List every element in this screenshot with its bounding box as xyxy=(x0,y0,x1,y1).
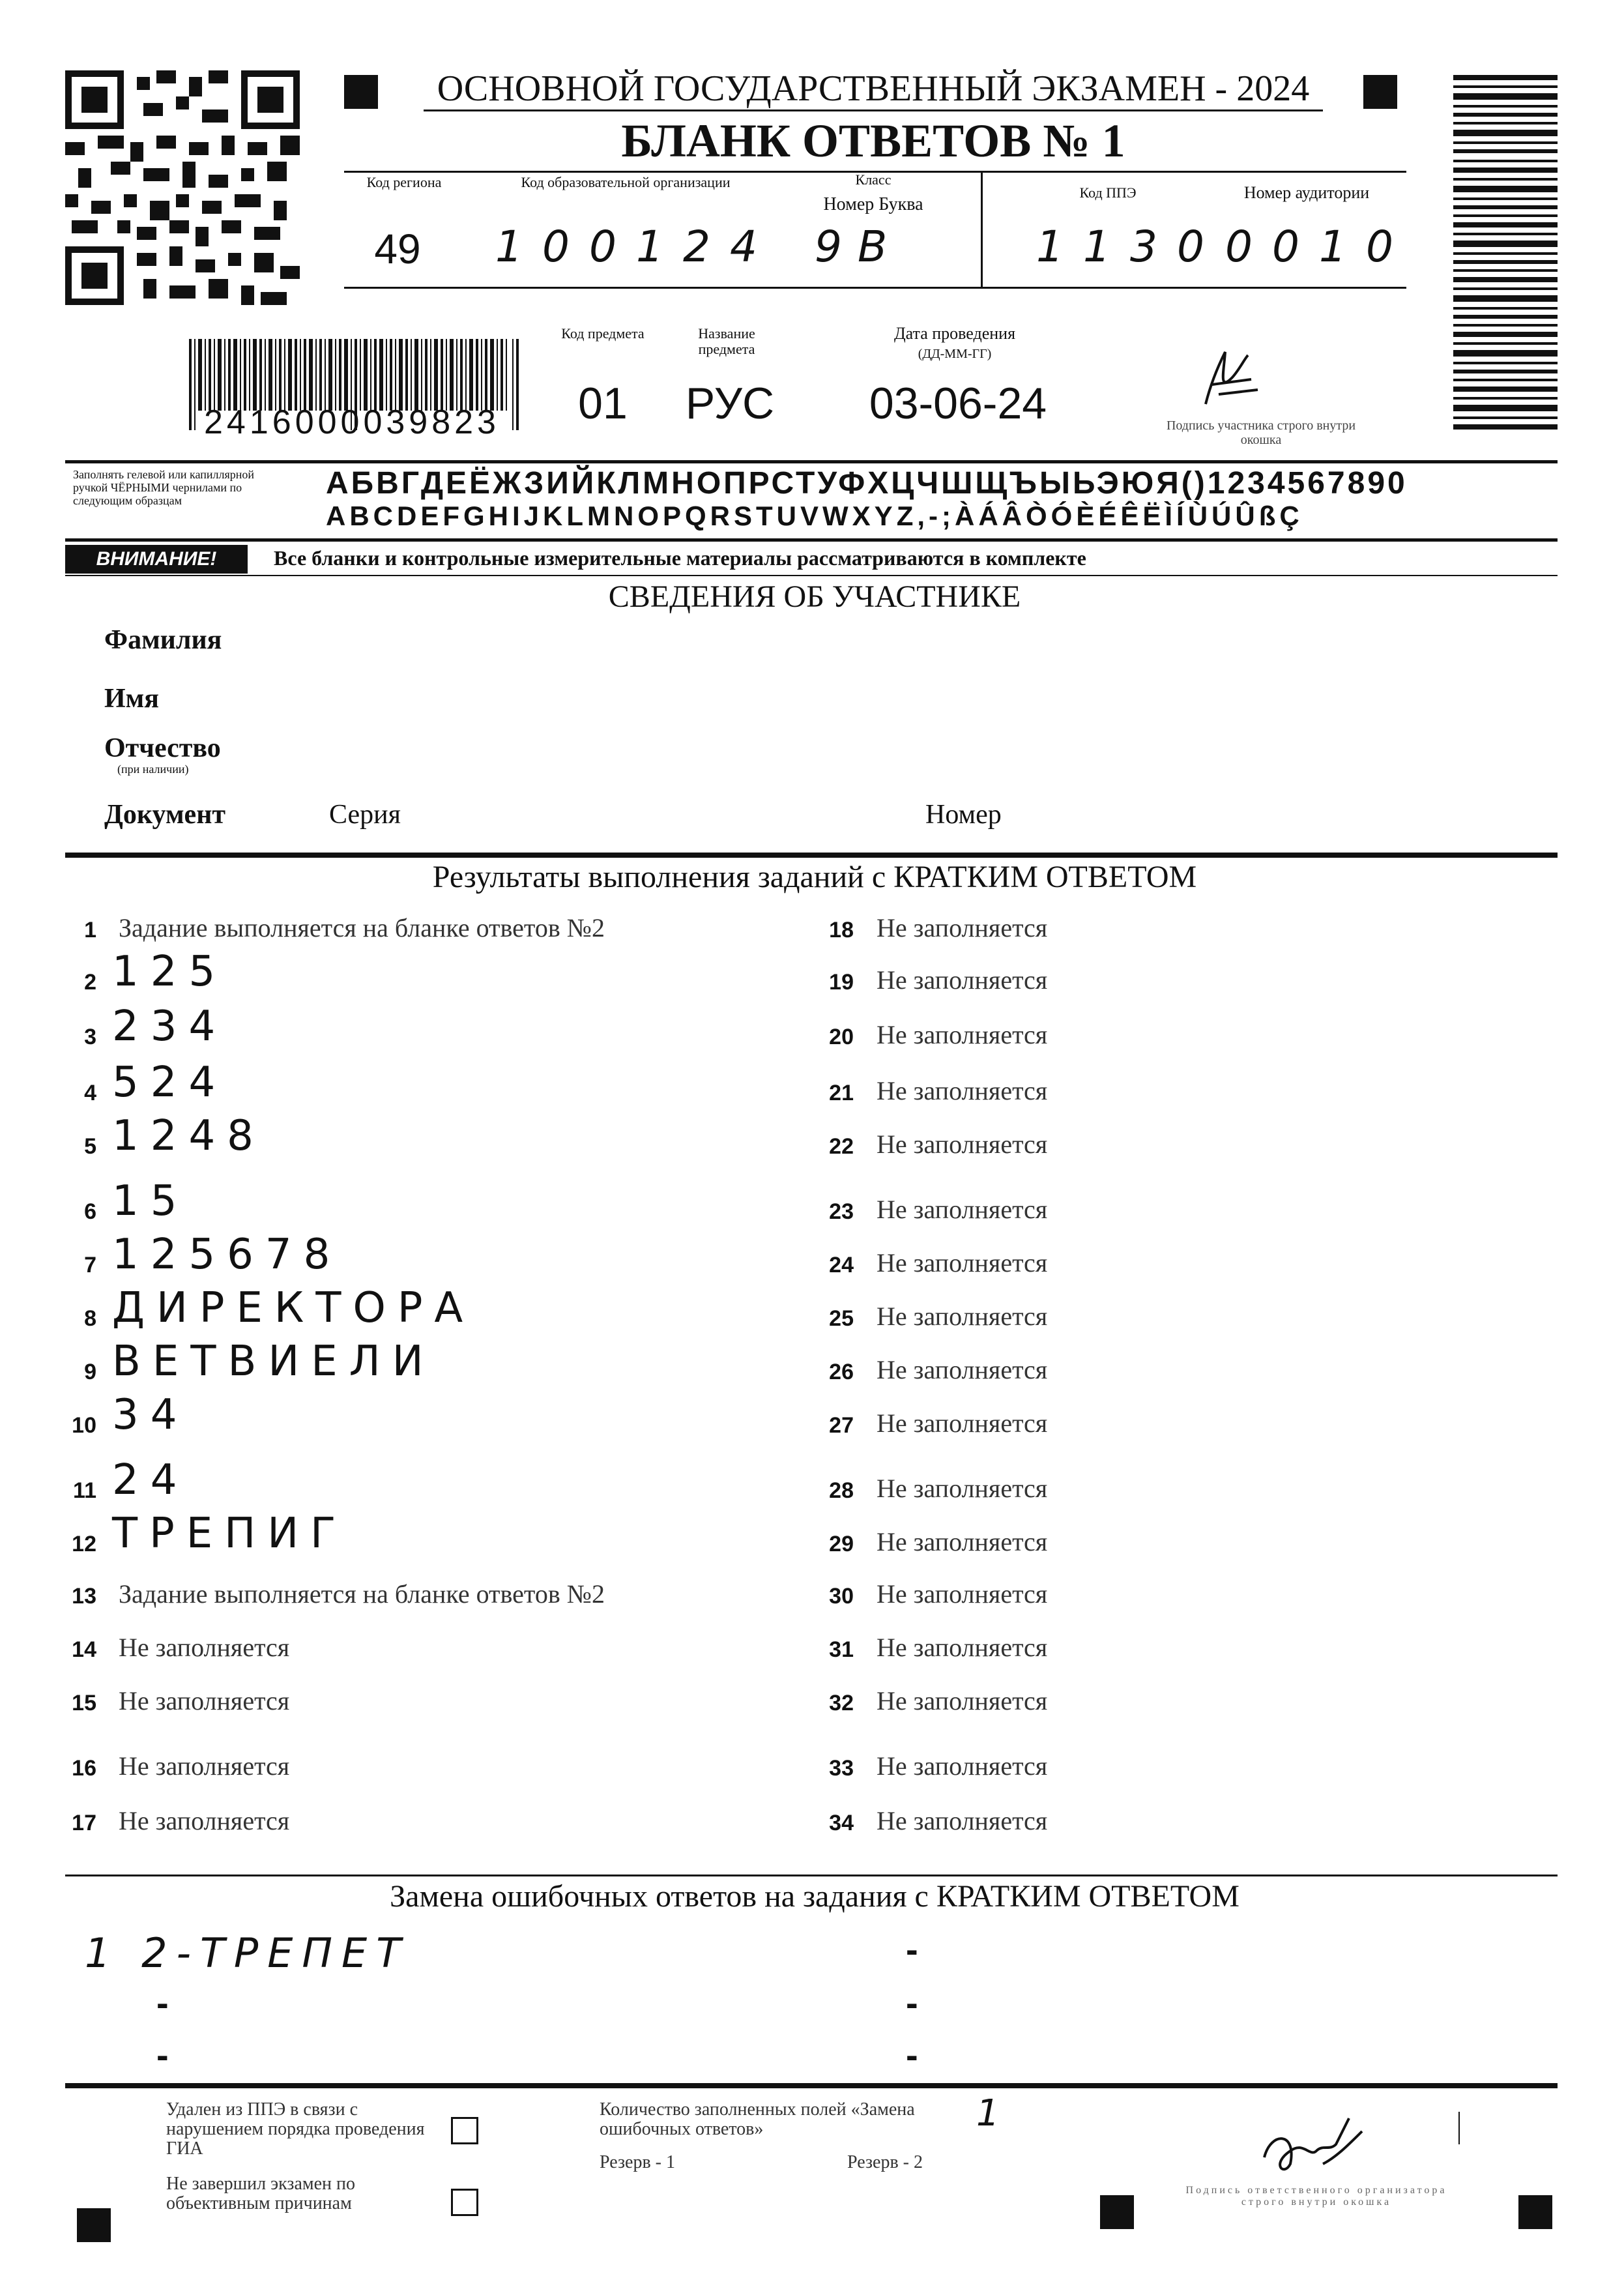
task-answer-handwritten: 15 xyxy=(112,1177,189,1225)
name-label: Имя xyxy=(104,684,159,714)
task-answer-note: Не заполняется xyxy=(877,1130,1048,1159)
task-answer-note: Не заполняется xyxy=(119,1751,290,1781)
task-answer-handwritten: 1248 xyxy=(112,1112,265,1160)
task-number: 10 xyxy=(72,1413,96,1438)
task-number: 34 xyxy=(829,1811,854,1835)
class-label: Класс xyxy=(855,171,892,188)
task-answer-note: Не заполняется xyxy=(877,1302,1048,1331)
qr-code xyxy=(65,70,300,305)
task-answer-handwritten: 24 xyxy=(112,1456,189,1504)
org-value: 100124 xyxy=(495,222,777,272)
task-answer-note: Не заполняется xyxy=(877,1076,1048,1105)
task-number: 4 xyxy=(84,1081,96,1105)
task-answer-note: Не заполняется xyxy=(877,913,1048,942)
replacement-title: Замена ошибочных ответов на задания с КРАТКИМ ОТВЕТОМ xyxy=(390,1879,1240,1914)
task-number: 30 xyxy=(829,1584,854,1609)
task-number: 13 xyxy=(72,1584,96,1609)
task-number: 22 xyxy=(829,1134,854,1159)
task-number: 3 xyxy=(84,1025,96,1049)
form-title: БЛАНК ОТВЕТОВ № 1 xyxy=(621,115,1125,167)
task-number: 6 xyxy=(84,1199,96,1224)
corner-marker-top-right xyxy=(1363,75,1397,109)
task-number: 27 xyxy=(829,1413,854,1438)
subject-code-label: Код предмета xyxy=(561,325,645,342)
task-number: 24 xyxy=(829,1253,854,1277)
task-number: 15 xyxy=(72,1691,96,1715)
sample-row-cyrillic: АБВГДЕЁЖЗИЙКЛМНОПРСТУФХЦЧШЩЪЫЬЭЮЯ()1234567890 xyxy=(326,466,1408,501)
task-number: 23 xyxy=(829,1199,854,1224)
task-answer-note: Задание выполняется на бланке ответов №2 xyxy=(119,1579,605,1609)
task-answer-handwritten: 34 xyxy=(112,1391,189,1439)
not-finished-label: Не завершил экзамен по объективным причинам xyxy=(166,2174,355,2213)
task-number: 5 xyxy=(84,1134,96,1159)
participant-signature xyxy=(1193,339,1264,417)
region-label: Код региона xyxy=(366,174,442,190)
date-value: 03-06-24 xyxy=(869,379,1047,428)
task-number: 14 xyxy=(72,1637,96,1662)
task-answer-note: Не заполняется xyxy=(877,1248,1048,1277)
sample-row-latin: ABCDEFGHIJKLMNOPQRSTUVWXYZ,-;ÀÁÂÒÓÈÉÊËÌÍÙÚÛßÇ xyxy=(326,501,1303,531)
task-answer-note: Не заполняется xyxy=(119,1806,290,1835)
task-number: 26 xyxy=(829,1360,854,1384)
replacement-dash-4: - xyxy=(906,1982,918,2023)
task-answer-handwritten: 125 xyxy=(112,948,227,996)
task-answer-handwritten: ВЕТВИЕЛИ xyxy=(112,1337,435,1386)
task-answer-note: Не заполняется xyxy=(877,965,1048,995)
corner-marker-bottom-right xyxy=(1518,2195,1552,2229)
task-number: 16 xyxy=(72,1756,96,1781)
task-number: 1 xyxy=(84,918,96,942)
not-finished-checkbox[interactable] xyxy=(451,2189,478,2216)
replacement-dash-1: - xyxy=(156,1982,169,2023)
document-label: Документ xyxy=(104,800,226,830)
class-sub-label: Номер Буква xyxy=(823,194,923,214)
task-number: 21 xyxy=(829,1081,854,1105)
task-answer-handwritten: ТРЕПИГ xyxy=(112,1510,348,1558)
exam-title: ОСНОВНОЙ ГОСУДАРСТВЕННЫЙ ЭКЗАМЕН - 2024 xyxy=(437,68,1310,109)
task-answer-handwritten: 524 xyxy=(112,1058,227,1107)
attention-badge: ВНИМАНИЕ! xyxy=(65,545,248,574)
replacement-dash-5: - xyxy=(906,2034,918,2075)
task-number: 28 xyxy=(829,1478,854,1503)
patronymic-label: Отчество xyxy=(104,733,221,763)
document-series-label: Серия xyxy=(329,800,401,830)
barcode-number: 2416000039823 xyxy=(204,403,500,441)
task-answer-note: Не заполняется xyxy=(877,1474,1048,1503)
task-answer-note: Не заполняется xyxy=(119,1633,290,1662)
side-barcode xyxy=(1453,75,1558,440)
subject-name-value: РУС xyxy=(685,379,775,428)
task-answer-handwritten: ДИРЕКТОРА xyxy=(112,1284,475,1332)
replacement-entry-1: 1 2-ТРЕПЕТ xyxy=(85,1929,411,1977)
task-answer-note: Не заполняется xyxy=(877,1806,1048,1835)
results-title: Результаты выполнения заданий с КРАТКИМ ОТВЕТОМ xyxy=(432,860,1197,894)
participant-section-title: СВЕДЕНИЯ ОБ УЧАСТНИКЕ xyxy=(608,579,1021,614)
organizer-signature-label: Подпись ответственного организатора строго внутри окошка xyxy=(1185,2185,1447,2208)
org-label: Код образовательной организации xyxy=(521,174,731,190)
ppe-label: Код ППЭ xyxy=(1079,184,1137,201)
task-answer-note: Не заполняется xyxy=(877,1195,1048,1224)
task-number: 9 xyxy=(84,1360,96,1384)
subject-code-value: 01 xyxy=(578,379,628,428)
task-number: 29 xyxy=(829,1532,854,1556)
task-number: 25 xyxy=(829,1306,854,1331)
task-number: 8 xyxy=(84,1306,96,1331)
surname-label: Фамилия xyxy=(104,625,222,655)
replacement-dash-3: - xyxy=(906,1929,918,1970)
room-value: 0010 xyxy=(1225,222,1413,272)
task-answer-note: Не заполняется xyxy=(877,1579,1048,1609)
attention-text: Все бланки и контрольные измерительные материалы рассматриваются в комплекте xyxy=(274,546,1086,570)
task-number: 20 xyxy=(829,1025,854,1049)
task-number: 7 xyxy=(84,1253,96,1277)
removed-checkbox[interactable] xyxy=(451,2117,478,2144)
task-number: 31 xyxy=(829,1637,854,1662)
corner-marker-top-left xyxy=(344,75,378,109)
task-number: 32 xyxy=(829,1691,854,1715)
region-value: 49 xyxy=(374,226,421,272)
document-number-label: Номер xyxy=(925,800,1002,830)
task-answer-note: Не заполняется xyxy=(119,1686,290,1715)
reserve-1: Резерв - 1 xyxy=(600,2152,676,2172)
corner-marker-bottom-left xyxy=(77,2208,111,2242)
task-answer-note: Не заполняется xyxy=(877,1527,1048,1556)
task-number: 18 xyxy=(829,918,854,942)
task-number: 19 xyxy=(829,970,854,995)
class-value: 9В xyxy=(815,222,903,272)
task-answer-note: Не заполняется xyxy=(877,1751,1048,1781)
removed-label: Удален из ППЭ в связи с нарушением порядка проведения ГИА xyxy=(166,2099,425,2159)
date-format: (ДД-ММ-ГГ) xyxy=(918,347,992,361)
ppe-value: 1130 xyxy=(1036,222,1224,272)
subject-name-label: Название предмета xyxy=(698,325,755,357)
task-number: 17 xyxy=(72,1811,96,1835)
task-answer-note: Не заполняется xyxy=(877,1633,1048,1662)
task-number: 12 xyxy=(72,1532,96,1556)
corner-marker-bottom-center xyxy=(1100,2195,1134,2229)
task-answer-handwritten: 234 xyxy=(112,1002,227,1051)
room-label: Номер аудитории xyxy=(1243,183,1370,202)
filled-count-value: 1 xyxy=(976,2092,1000,2135)
task-answer-note: Не заполняется xyxy=(877,1020,1048,1049)
task-answer-note: Не заполняется xyxy=(877,1686,1048,1715)
sample-instructions: Заполнять гелевой или капиллярной ручкой ЧЁРНЫМИ чернилами по следующим образцам xyxy=(73,468,254,507)
task-answer-note: Задание выполняется на бланке ответов №2 xyxy=(119,913,605,942)
participant-signature-label: Подпись участника строго внутри окошка xyxy=(1166,418,1356,447)
patronymic-note: (при наличии) xyxy=(117,763,189,776)
reserve-2: Резерв - 2 xyxy=(847,2152,923,2172)
task-answer-note: Не заполняется xyxy=(877,1408,1048,1438)
filled-count-label: Количество заполненных полей «Замена ошибочных ответов» xyxy=(600,2099,915,2139)
task-number: 33 xyxy=(829,1756,854,1781)
organizer-signature xyxy=(1251,2105,1382,2183)
task-answer-note: Не заполняется xyxy=(877,1355,1048,1384)
task-number: 11 xyxy=(73,1478,96,1503)
replacement-dash-2: - xyxy=(156,2034,169,2075)
date-label: Дата проведения xyxy=(893,324,1016,343)
task-answer-handwritten: 125678 xyxy=(112,1231,342,1279)
task-number: 2 xyxy=(84,970,96,995)
